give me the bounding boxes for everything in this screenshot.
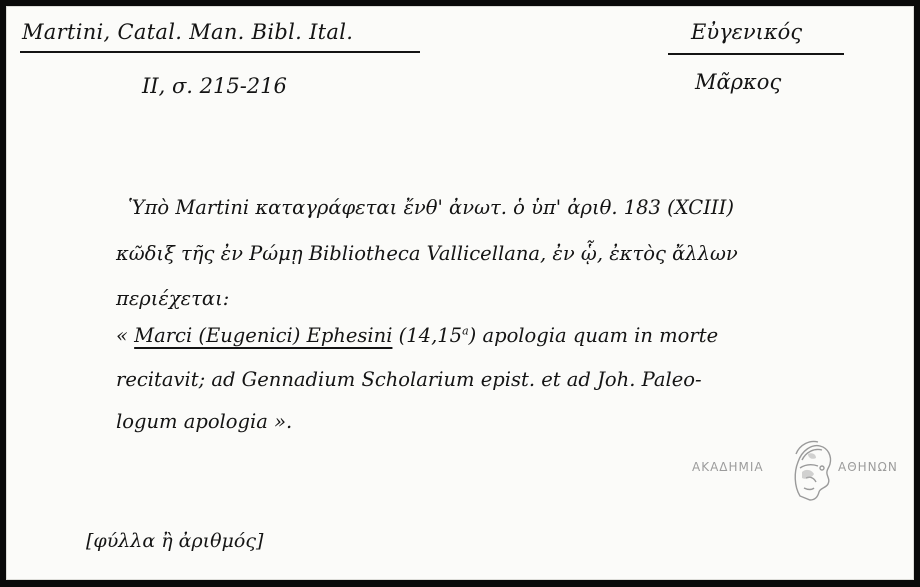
body-line-6: logum apologia ». <box>116 410 293 433</box>
folio-superscript: a <box>462 324 469 338</box>
header-rule-left <box>20 51 420 53</box>
athena-head-icon <box>786 438 836 502</box>
body-line-4 <box>116 324 718 347</box>
academy-watermark <box>692 438 914 502</box>
folio-reference: (14,15 <box>392 324 463 347</box>
volume-page-reference: II, σ. 215-216 <box>142 74 287 98</box>
author-name: Εὐγενικός <box>691 20 803 44</box>
source-reference: Martini, Catal. Man. Bibl. Ital. <box>22 20 354 44</box>
header-rule-right <box>668 53 844 55</box>
body-line-1: Ὑπὸ Martini καταγράφεται ἔνθ' ἀνωτ. ὁ ὑπ' ἀριθ. 183 (XCIII) <box>128 196 734 219</box>
work-title: Marci (Eugenici) Ephesini <box>134 324 393 347</box>
watermark-text-right: ΑΘΗΝΩΝ <box>838 460 898 474</box>
quote-open: « <box>116 324 135 347</box>
body-line-3: περιέχεται: <box>116 287 230 310</box>
body-line-2: κῶδιξ τῆς ἐν Ρώμῃ Bibliotheca Vallicellana, ἐν ᾧ, ἐκτὸς ἄλλων <box>116 242 738 265</box>
footer-note: [φύλλα ἢ ἀριθμός] <box>86 530 264 552</box>
body-line-5: recitavit; ad Gennadium Scholarium epist. et ad Joh. Paleo- <box>116 368 702 391</box>
watermark-text-left: ΑΚΑΔΗΜΙΑ <box>692 460 764 474</box>
author-subtitle: Μᾶρκος <box>695 70 782 94</box>
work-description: ) apologia quam in morte <box>468 324 719 347</box>
index-card <box>6 6 914 580</box>
